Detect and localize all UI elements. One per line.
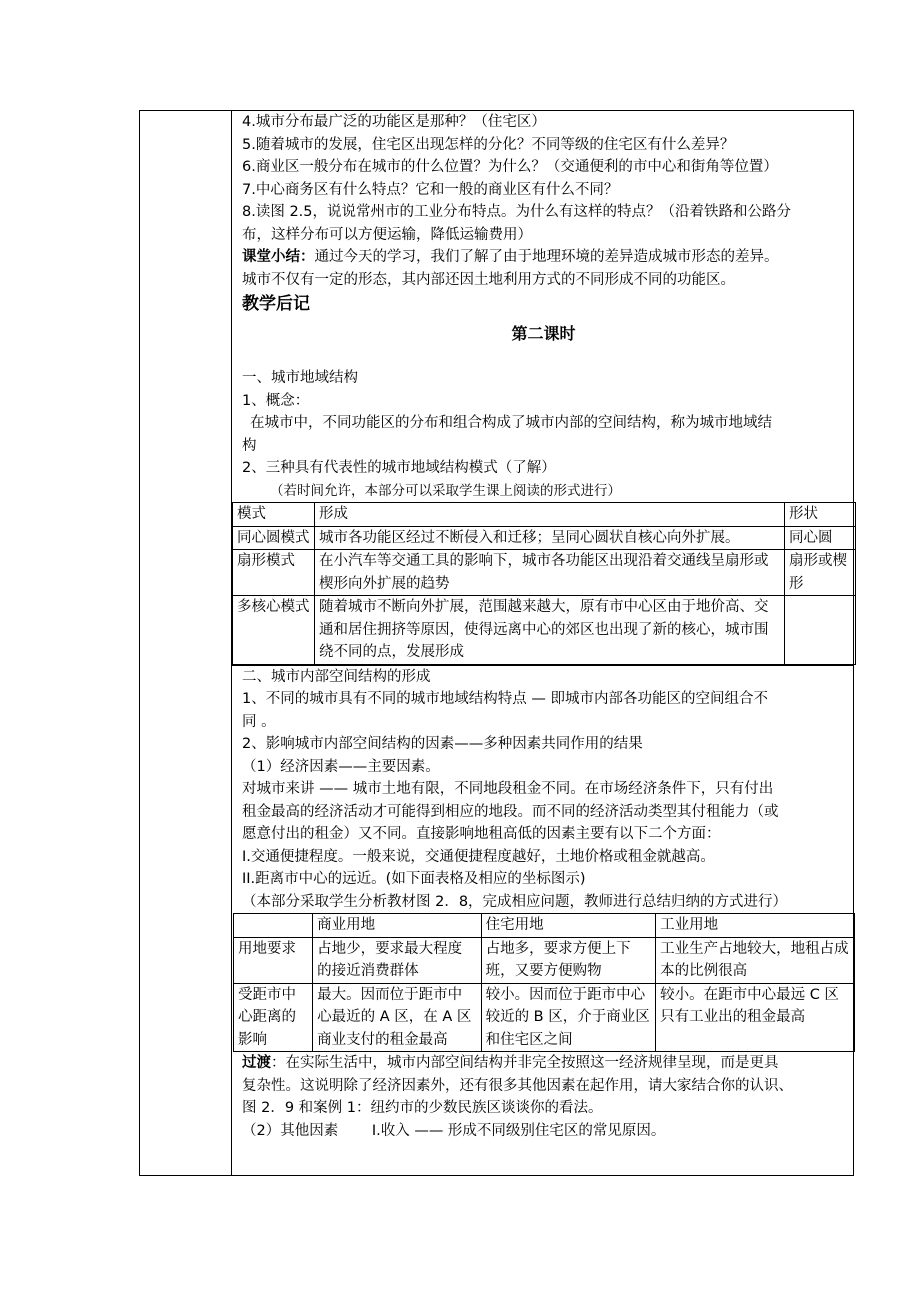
table-header: 住宅用地 xyxy=(481,914,656,938)
table-header: 工业用地 xyxy=(656,914,855,938)
table-cell: 同心圆 xyxy=(785,526,856,550)
section2-p1b: 同 。 xyxy=(242,713,276,730)
table-row xyxy=(234,937,855,983)
table-row xyxy=(233,526,856,550)
summary-text-cont: 城市不仅有一定的形态，其内部还因土地利用方式的不同形成不同的功能区。 xyxy=(242,271,735,288)
table-header: 形成 xyxy=(315,503,785,527)
modes-note: （若时间允许，本部分可以采取学生课上阅读的形式进行） xyxy=(270,482,621,499)
summary-text: 通过今天的学习，我们了解了由于地理环境的差异造成城市形态的差异。 xyxy=(314,249,779,265)
table-cell: 工业生产占地较大，地租占成本的比例很高 xyxy=(656,937,855,983)
section2-p7: I.交通便捷程度。一般来说，交通便捷程度越好，土地价格或租金就越高。 xyxy=(242,848,715,865)
modes-table xyxy=(232,502,856,665)
table-cell: 受距市中心距离的影响 xyxy=(234,983,313,1052)
table-cell: 最大。因而位于距市中心最近的 A 区，在 A 区商业支付的租金最高 xyxy=(313,983,481,1052)
table-row xyxy=(234,983,855,1052)
table-cell: 用地要求 xyxy=(234,937,313,983)
transition-text-3: 图 2．9 和案例 1：纽约市的少数民族区谈谈你的看法。 xyxy=(242,1100,603,1116)
table-header xyxy=(234,914,313,938)
table-cell: 随着城市不断向外扩展，范围越来越大，原有市中心区由于地价高、交通和居住拥挤等原因，使得远离中心的郊区也出现了新的核心，城市围绕不同的点，发展形成 xyxy=(315,596,785,665)
left-margin-column xyxy=(140,111,232,1175)
table-cell: 占地少，要求最大程度的接近消费群体 xyxy=(313,937,481,983)
table-cell: 同心圆模式 xyxy=(233,526,315,550)
concept-label: 1、概念： xyxy=(242,392,310,409)
question-5: 5.随着城市的发展，住宅区出现怎样的分化？不同等级的住宅区有什么差异？ xyxy=(242,136,735,153)
land-use-table xyxy=(233,913,855,1052)
summary-label: 课堂小结： xyxy=(242,249,315,265)
lesson-content xyxy=(234,111,853,1142)
question-8-cont: 布，这样分布可以方便运输，降低运输费用） xyxy=(242,226,532,243)
postscript-heading: 教学后记 xyxy=(242,294,310,314)
section2-p2: 2、影响城市内部空间结构的因素——多种因素共同作用的结果 xyxy=(242,736,643,752)
table-cell: 扇形或楔形 xyxy=(785,550,856,596)
modes-heading: 2、三种具有代表性的城市地域结构模式（了解） xyxy=(242,460,556,476)
table-row xyxy=(234,914,855,938)
table-row xyxy=(233,550,856,596)
table-cell: 多核心模式 xyxy=(233,596,315,665)
section1-heading: 一、城市地域结构 xyxy=(242,370,358,386)
section2-p1: 1、不同的城市具有不同的城市地域结构特点 — 即城市内部各功能区的空间组合不 xyxy=(242,691,768,707)
section2-p5: 租金最高的经济活动才可能得到相应的地段。而不同的经济活动类型其付租能力（或 xyxy=(242,803,779,820)
table-header: 模式 xyxy=(233,503,315,527)
lesson-frame xyxy=(139,110,854,1176)
table-cell: 扇形模式 xyxy=(233,550,315,596)
table-cell: 在小汽车等交通工具的影响下，城市各功能区出现沿着交通线呈扇形或楔形向外扩展的趋势 xyxy=(315,550,785,596)
table-header: 商业用地 xyxy=(313,914,481,938)
table-cell: 较小。因而位于距市中心较近的 B 区，介于商业区和住宅区之间 xyxy=(481,983,656,1052)
transition-line xyxy=(234,1052,853,1075)
question-7: 7.中心商务区有什么特点？它和一般的商业区有什么不同？ xyxy=(242,181,619,198)
question-8: 8.读图 2.5，说说常州市的工业分布特点。为什么有这样的特点？（沿着铁路和公路分 xyxy=(242,204,792,220)
transition-text-4: （2）其他因素 I.收入 —— 形成不同级别住宅区的常见原因。 xyxy=(242,1122,666,1139)
table-cell xyxy=(785,596,856,665)
transition-text-2: 复杂性。这说明除了经济因素外，还有很多其他因素在起作用，请大家结合你的认识、 xyxy=(242,1077,793,1094)
summary-line xyxy=(234,246,853,269)
table-cell: 较小。在距市中心最远 C 区只有工业出的租金最高 xyxy=(656,983,855,1052)
concept-text: 在城市中，不同功能区的分布和组合构成了城市内部的空间结构，称为城市地域结 xyxy=(250,415,772,431)
table-cell: 占地多，要求方便上下班，又要方便购物 xyxy=(481,937,656,983)
question-4: 4.城市分布最广泛的功能区是那种？（住宅区） xyxy=(242,114,546,130)
section2-p6: 愿意付出的租金）又不同。直接影响地租高低的因素主要有以下二个方面： xyxy=(242,826,721,842)
table-row xyxy=(233,596,856,665)
transition-label: 过渡 xyxy=(242,1055,271,1071)
concept-text-cont: 构 xyxy=(242,437,257,454)
table-row xyxy=(233,503,856,527)
section2-p3: （1）经济因素——主要因素。 xyxy=(242,758,440,775)
section2-p8: II.距离市中心的远近。(如下面表格及相应的坐标图示) xyxy=(242,871,586,887)
section2-heading: 二、城市内部空间结构的形成 xyxy=(232,665,853,689)
table-cell: 城市各功能区经过不断侵入和迁移；呈同心圆状自核心向外扩展。 xyxy=(315,526,785,550)
section2-p9: （本部分采取学生分析教材图 2．8，完成相应问题，教师进行总结归纳的方式进行） xyxy=(242,893,788,910)
table-header: 形状 xyxy=(785,503,856,527)
section2-p4: 对城市来讲 —— 城市土地有限，不同地段租金不同。在市场经济条件下，只有付出 xyxy=(242,781,774,797)
question-6: 6.商业区一般分布在城市的什么位置？为什么？（交通便利的市中心和街角等位置） xyxy=(242,159,778,175)
transition-text: ：在实际生活中，城市内部空间结构并非完全按照这一经济规律呈现，而是更具 xyxy=(271,1055,779,1071)
lesson2-title: 第二课时 xyxy=(511,324,576,343)
